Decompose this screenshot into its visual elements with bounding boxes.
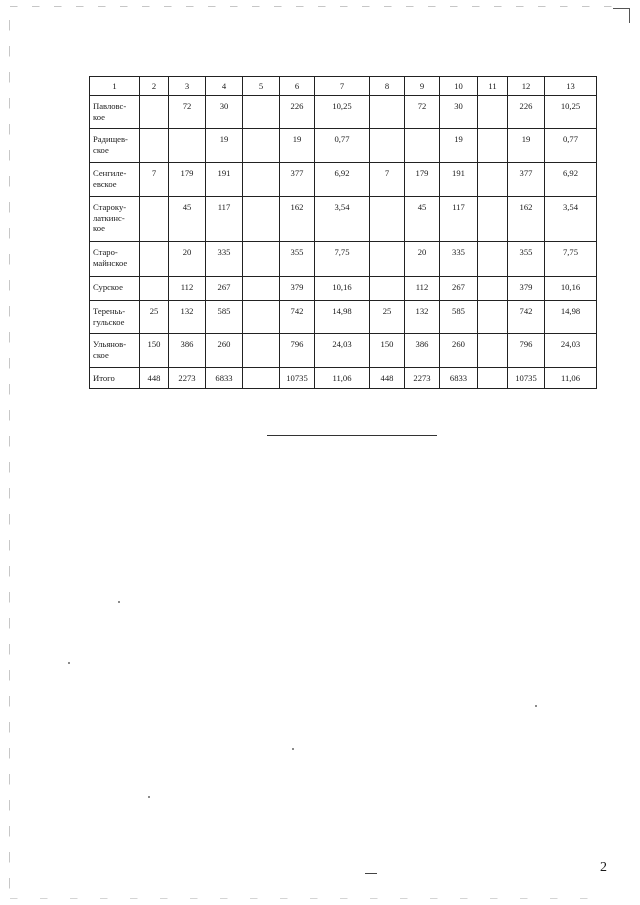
header-cell: 6 — [280, 77, 315, 96]
header-cell: 3 — [169, 77, 206, 96]
value-cell: 179 — [169, 163, 206, 197]
value-cell: 3,54 — [315, 197, 370, 242]
value-cell — [140, 129, 169, 163]
table-body — [90, 77, 597, 389]
value-cell: 226 — [280, 96, 315, 129]
value-cell — [370, 242, 405, 277]
value-cell: 355 — [508, 242, 545, 277]
value-cell — [140, 242, 169, 277]
district-name: Павловс- кое — [90, 96, 140, 129]
value-cell — [140, 96, 169, 129]
page-number: 2 — [600, 860, 607, 875]
value-cell: 7,75 — [315, 242, 370, 277]
value-cell — [243, 197, 280, 242]
district-name: Итого — [90, 368, 140, 389]
district-name: Сурское — [90, 277, 140, 301]
value-cell: 10,25 — [315, 96, 370, 129]
value-cell — [478, 163, 508, 197]
header-cell: 10 — [440, 77, 478, 96]
value-cell: 132 — [405, 301, 440, 334]
value-cell: 150 — [140, 334, 169, 368]
value-cell: 335 — [206, 242, 243, 277]
value-cell: 30 — [440, 96, 478, 129]
scan-speck — [292, 748, 294, 750]
value-cell: 14,98 — [315, 301, 370, 334]
value-cell: 2273 — [169, 368, 206, 389]
value-cell: 585 — [440, 301, 478, 334]
value-cell: 19 — [440, 129, 478, 163]
value-cell: 30 — [206, 96, 243, 129]
value-cell: 7,75 — [545, 242, 597, 277]
scan-edge-top — [10, 6, 620, 7]
value-cell: 150 — [370, 334, 405, 368]
value-cell — [370, 129, 405, 163]
value-cell: 10735 — [280, 368, 315, 389]
value-cell: 379 — [508, 277, 545, 301]
value-cell: 132 — [169, 301, 206, 334]
value-cell — [478, 277, 508, 301]
scan-speck — [535, 705, 537, 707]
header-cell: 2 — [140, 77, 169, 96]
value-cell — [243, 163, 280, 197]
header-cell: 11 — [478, 77, 508, 96]
value-cell — [243, 277, 280, 301]
value-cell: 20 — [169, 242, 206, 277]
value-cell: 6,92 — [315, 163, 370, 197]
value-cell — [405, 129, 440, 163]
value-cell: 191 — [206, 163, 243, 197]
value-cell — [370, 277, 405, 301]
value-cell — [478, 197, 508, 242]
value-cell — [243, 242, 280, 277]
value-cell — [243, 334, 280, 368]
header-cell: 4 — [206, 77, 243, 96]
scan-edge-bottom — [10, 898, 610, 899]
value-cell: 6,92 — [545, 163, 597, 197]
value-cell: 11,06 — [315, 368, 370, 389]
value-cell: 112 — [405, 277, 440, 301]
value-cell: 742 — [508, 301, 545, 334]
value-cell: 191 — [440, 163, 478, 197]
scan-corner-mark — [613, 8, 630, 23]
value-cell: 20 — [405, 242, 440, 277]
value-cell — [243, 368, 280, 389]
value-cell: 10,16 — [545, 277, 597, 301]
value-cell: 260 — [440, 334, 478, 368]
header-cell: 9 — [405, 77, 440, 96]
value-cell: 0,77 — [545, 129, 597, 163]
header-cell: 5 — [243, 77, 280, 96]
district-name: Радищев- ское — [90, 129, 140, 163]
value-cell: 10,16 — [315, 277, 370, 301]
value-cell: 267 — [206, 277, 243, 301]
district-name: Староку- латкинс- кое — [90, 197, 140, 242]
value-cell: 10,25 — [545, 96, 597, 129]
value-cell: 25 — [370, 301, 405, 334]
header-cell: 12 — [508, 77, 545, 96]
value-cell: 226 — [508, 96, 545, 129]
value-cell: 162 — [280, 197, 315, 242]
value-cell: 6833 — [440, 368, 478, 389]
value-cell — [478, 96, 508, 129]
scan-edge-left — [9, 20, 10, 890]
value-cell — [243, 96, 280, 129]
end-rule — [267, 435, 437, 436]
value-cell — [169, 129, 206, 163]
value-cell: 379 — [280, 277, 315, 301]
value-cell — [243, 301, 280, 334]
value-cell: 0,77 — [315, 129, 370, 163]
value-cell — [243, 129, 280, 163]
value-cell — [370, 96, 405, 129]
scan-speck — [68, 662, 70, 664]
table-row — [90, 197, 597, 242]
value-cell: 112 — [169, 277, 206, 301]
value-cell: 377 — [508, 163, 545, 197]
value-cell — [478, 368, 508, 389]
district-name: Сенгиле- евское — [90, 163, 140, 197]
value-cell — [478, 334, 508, 368]
value-cell: 3,54 — [545, 197, 597, 242]
value-cell: 10735 — [508, 368, 545, 389]
header-row — [90, 77, 597, 96]
value-cell: 11,06 — [545, 368, 597, 389]
value-cell: 117 — [206, 197, 243, 242]
statistics-table — [89, 76, 597, 389]
district-name: Тереньь- гульское — [90, 301, 140, 334]
value-cell: 6833 — [206, 368, 243, 389]
value-cell: 19 — [508, 129, 545, 163]
value-cell — [478, 242, 508, 277]
value-cell: 117 — [440, 197, 478, 242]
value-cell — [478, 301, 508, 334]
value-cell: 448 — [370, 368, 405, 389]
value-cell: 24,03 — [315, 334, 370, 368]
header-cell: 13 — [545, 77, 597, 96]
table-row — [90, 277, 597, 301]
table-row — [90, 242, 597, 277]
table-row — [90, 334, 597, 368]
value-cell — [140, 277, 169, 301]
scan-speck — [118, 601, 120, 603]
district-name: Старо- майнское — [90, 242, 140, 277]
value-cell: 335 — [440, 242, 478, 277]
value-cell: 179 — [405, 163, 440, 197]
value-cell: 267 — [440, 277, 478, 301]
table-row — [90, 129, 597, 163]
value-cell: 386 — [405, 334, 440, 368]
value-cell: 162 — [508, 197, 545, 242]
value-cell: 72 — [405, 96, 440, 129]
value-cell: 585 — [206, 301, 243, 334]
value-cell: 24,03 — [545, 334, 597, 368]
value-cell — [370, 197, 405, 242]
value-cell: 25 — [140, 301, 169, 334]
value-cell: 742 — [280, 301, 315, 334]
value-cell: 448 — [140, 368, 169, 389]
value-cell: 796 — [280, 334, 315, 368]
value-cell: 386 — [169, 334, 206, 368]
header-cell: 7 — [315, 77, 370, 96]
value-cell: 14,98 — [545, 301, 597, 334]
value-cell: 19 — [280, 129, 315, 163]
value-cell: 72 — [169, 96, 206, 129]
value-cell — [478, 129, 508, 163]
value-cell: 7 — [370, 163, 405, 197]
value-cell: 45 — [405, 197, 440, 242]
value-cell: 7 — [140, 163, 169, 197]
value-cell: 2273 — [405, 368, 440, 389]
scan-speck — [148, 796, 150, 798]
value-cell: 19 — [206, 129, 243, 163]
value-cell: 796 — [508, 334, 545, 368]
value-cell: 355 — [280, 242, 315, 277]
table-row — [90, 163, 597, 197]
table-row — [90, 368, 597, 389]
header-cell: 1 — [90, 77, 140, 96]
footer-mark — [365, 873, 377, 874]
table-row — [90, 301, 597, 334]
table-row — [90, 96, 597, 129]
value-cell — [140, 197, 169, 242]
value-cell: 45 — [169, 197, 206, 242]
value-cell: 377 — [280, 163, 315, 197]
value-cell: 260 — [206, 334, 243, 368]
district-name: Ульянов- ское — [90, 334, 140, 368]
header-cell: 8 — [370, 77, 405, 96]
